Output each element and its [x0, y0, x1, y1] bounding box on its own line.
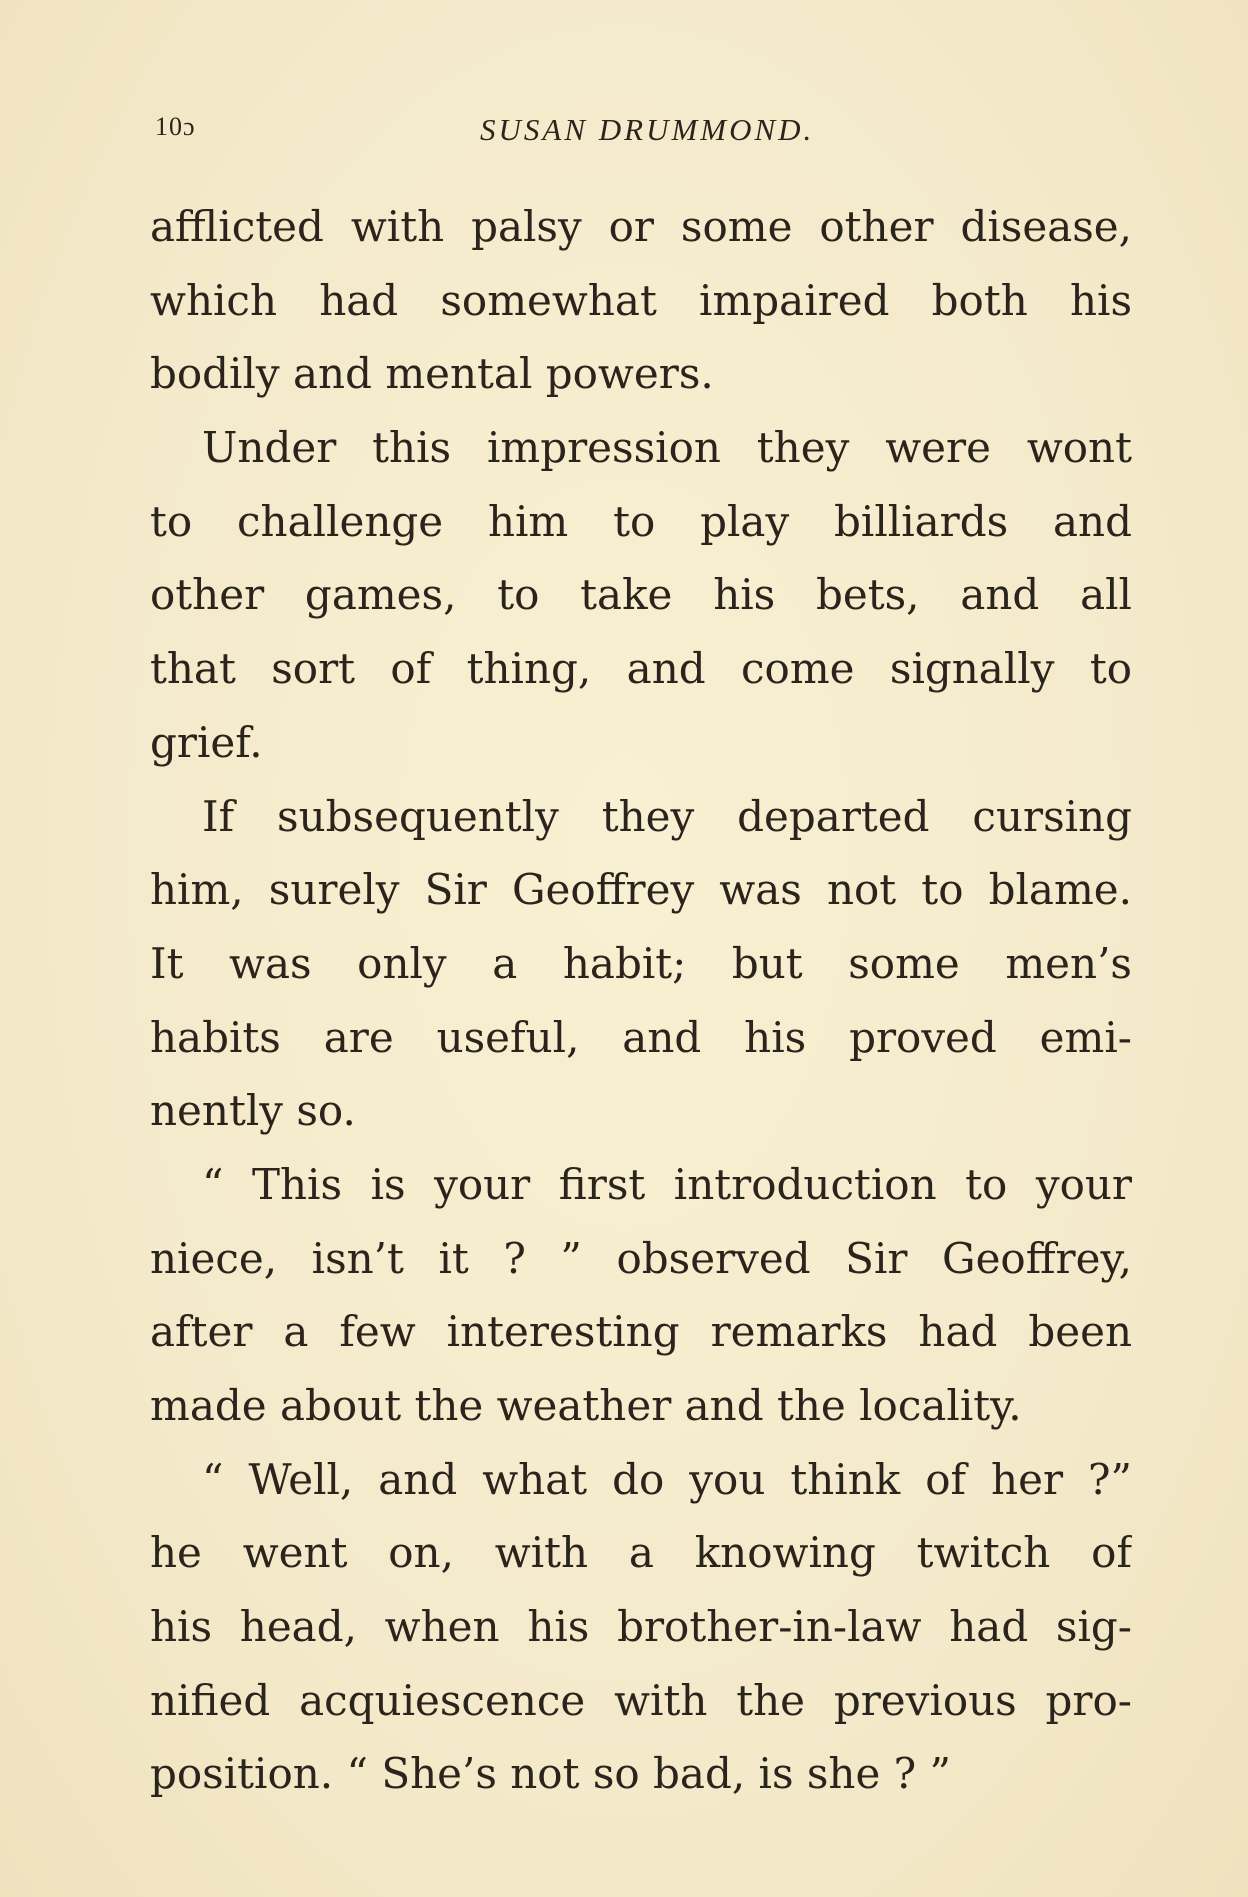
page-number: 10ɔ	[155, 112, 196, 141]
text-line: “ This is your first introduction to your	[202, 1159, 1132, 1209]
text-line: afflicted with palsy or some other disease,	[150, 202, 1132, 251]
text-line: habits are useful, and his proved emi-	[150, 1012, 1132, 1062]
text-line: that sort of thing, and come signally to	[150, 644, 1132, 694]
text-line: after a few interesting remarks had been	[150, 1307, 1132, 1357]
text-line: he went on, with a knowing twitch of	[150, 1528, 1132, 1578]
text-line: bodily and mental powers.	[150, 349, 714, 399]
page-header	[155, 112, 1135, 152]
running-title: SUSAN DRUMMOND.	[480, 112, 815, 147]
text-line: nified acquiescence with the previous pro-	[150, 1675, 1132, 1725]
text-line: position. “ She’s not so bad, is she ? ”	[150, 1749, 952, 1799]
text-line: to challenge him to play billiards and	[150, 496, 1132, 546]
text-line: If subsequently they departed cursing	[202, 791, 1132, 841]
text-line: made about the weather and the locality.	[150, 1381, 1022, 1430]
text-line: Under this impression they were wont	[202, 423, 1132, 473]
text-line: him, surely Sir Geoffrey was not to blame.	[150, 865, 1132, 915]
text-line: niece, isn’t it ? ” observed Sir Geoffrey,	[150, 1233, 1132, 1283]
text-line: It was only a habit; but some men’s	[150, 938, 1132, 988]
text-line: “ Well, and what do you think of her ?”	[202, 1454, 1132, 1504]
text-line: other games, to take his bets, and all	[150, 570, 1132, 620]
text-line: his head, when his brother-in-law had sig-	[150, 1602, 1132, 1652]
text-line: which had somewhat impaired both his	[150, 275, 1132, 325]
text-line: grief.	[150, 717, 263, 767]
body-text	[150, 190, 1132, 1811]
text-line: nently so.	[150, 1086, 356, 1136]
